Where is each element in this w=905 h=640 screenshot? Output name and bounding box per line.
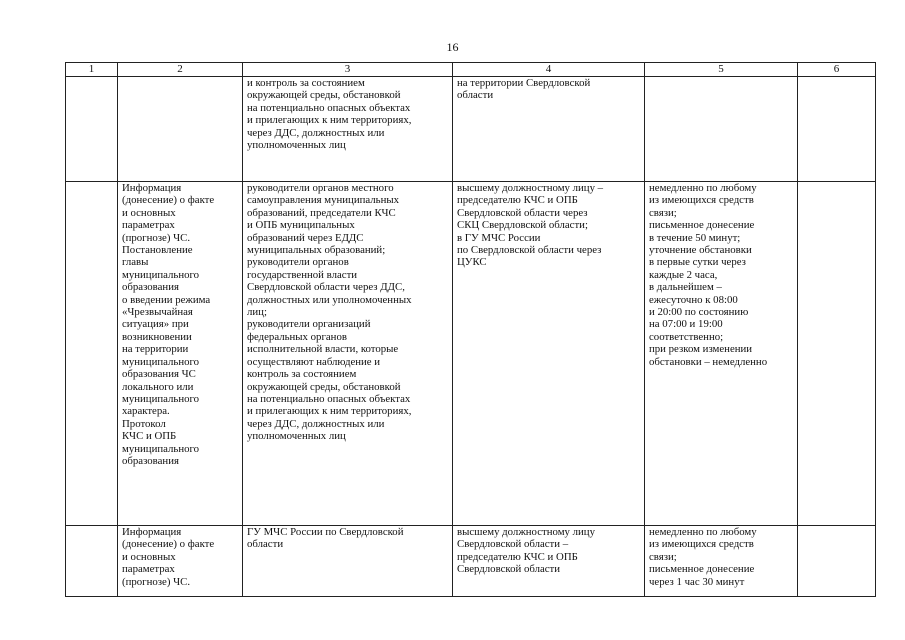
cell-col1 <box>66 182 118 526</box>
cell-col3: руководители органов местного самоуправления муниципальных образований, председатели КЧС и ОПБ муниципальных образований через ЕДДС муниципальных образований; руководители органов государственной власти Свердловской области через ДДС, должностных или уполномоченных лиц; руководители организаций федеральных органов исполнительной власти, которые осуществляют наблюдение и контроль за состоянием окружающей среды, обстановкой на потенциально опасных объектах и прилегающих к ним территориях, через ДДС, должностных или уполномоченных лиц <box>243 182 453 526</box>
cell-col5 <box>645 77 798 182</box>
header-cell: 6 <box>798 63 876 77</box>
cell-col1 <box>66 526 118 597</box>
cell-col3: и контроль за состоянием окружающей среды, обстановкой на потенциально опасных объектах и прилегающих к ним территориях, через ДДС, должностных или уполномоченных лиц <box>243 77 453 182</box>
report-table <box>65 62 876 597</box>
cell-col2 <box>118 77 243 182</box>
cell-col6 <box>798 77 876 182</box>
cell-col6 <box>798 526 876 597</box>
table-row <box>66 182 876 526</box>
cell-col2: Информация (донесение) о факте и основных параметрах (прогнозе) ЧС. <box>118 526 243 597</box>
header-cell: 2 <box>118 63 243 77</box>
header-row <box>66 63 876 77</box>
table-row <box>66 77 876 182</box>
cell-col1 <box>66 77 118 182</box>
header-cell: 4 <box>453 63 645 77</box>
cell-col6 <box>798 182 876 526</box>
cell-col4: высшему должностному лицу – председателю КЧС и ОПБ Свердловской области через СКЦ Свердловской области; в ГУ МЧС России по Свердловской области через ЦУКС <box>453 182 645 526</box>
cell-col5: немедленно по любому из имеющихся средств связи; письменное донесение через 1 час 30 минут <box>645 526 798 597</box>
cell-col4: высшему должностному лицу Свердловской области – председателю КЧС и ОПБ Свердловской области <box>453 526 645 597</box>
header-cell: 1 <box>66 63 118 77</box>
table-row <box>66 526 876 597</box>
cell-col4: на территории Свердловской области <box>453 77 645 182</box>
cell-col5: немедленно по любому из имеющихся средств связи; письменное донесение в течение 50 минут; уточнение обстановки в первые сутки через каждые 2 часа, в дальнейшем – ежесуточно к 08:00 и 20:00 по состоянию на 07:00 и 19:00 соответственно; при резком изменении обстановки – немедленно <box>645 182 798 526</box>
header-cell: 5 <box>645 63 798 77</box>
cell-col2: Информация (донесение) о факте и основных параметрах (прогнозе) ЧС. Постановление главы муниципального образования о введении режима «Чрезвычайная ситуация» при возникновении на территории муниципального образования ЧС локального или муниципального характера. Протокол КЧС и ОПБ муниципального образования <box>118 182 243 526</box>
cell-col3: ГУ МЧС России по Свердловской области <box>243 526 453 597</box>
header-cell: 3 <box>243 63 453 77</box>
page-number: 16 <box>446 40 459 54</box>
